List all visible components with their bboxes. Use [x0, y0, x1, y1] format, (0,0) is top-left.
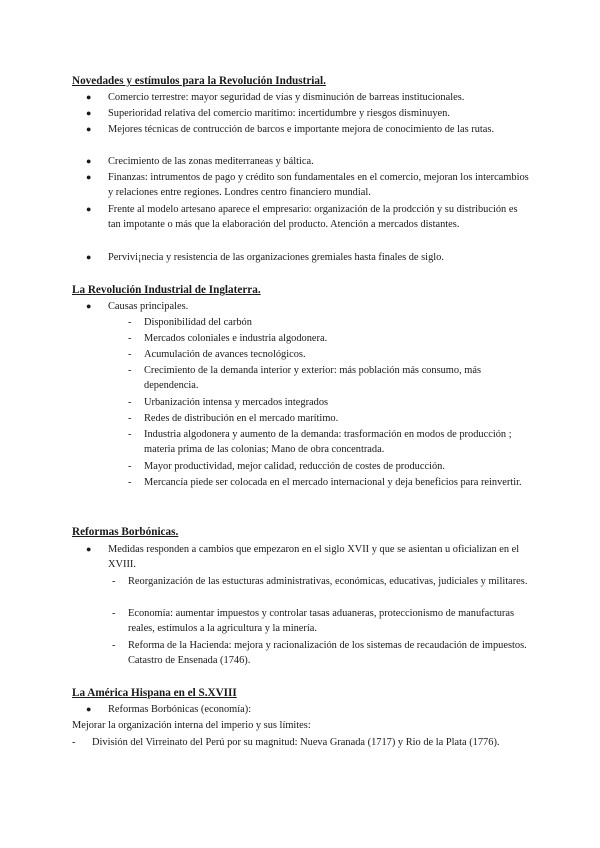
dash-marker: - — [112, 640, 116, 651]
sub-list-item-text: División del Virreinato del Perú por su magnitud: Nueva Granada (1717) y Rio de la Plata (1776). — [92, 737, 500, 748]
sub-list-item-text: Crecimiento de la demanda interior y exterior: más población más consumo, más dependencia. — [144, 365, 482, 392]
sub-list-item-text: Mercados coloniales e industria algodonera. — [144, 333, 328, 344]
list-item-text: Frente al modelo artesano aparece el empresario: organización de la prodcción y su distribución es tan impotante o más que la elaboración del producto. Atención a mercados distantes. — [108, 204, 518, 231]
sub-list-item-text: Mercancía piede ser colocada en el mercado internacional y deja beneficios para reinvertir. — [144, 477, 522, 488]
dash-marker: - — [72, 737, 76, 748]
dash-marker: - — [128, 429, 132, 440]
dash-marker: - — [128, 333, 132, 344]
sub-list-item-text: Acumulación de avances tecnológicos. — [144, 349, 306, 360]
dash-marker: - — [128, 461, 132, 472]
dash-marker: - — [128, 349, 132, 360]
bullet-marker: ● — [86, 204, 92, 214]
sub-list-item-text: Urbanización intensa y mercados integrados — [144, 397, 329, 408]
section-heading-novedades: Novedades y estímulos para la Revolución Industrial. — [72, 75, 326, 87]
dash-marker: - — [112, 608, 116, 619]
paragraph-line: Mejorar la organización interna del imperio y sus límites: — [72, 720, 311, 731]
dash-marker: - — [128, 397, 132, 408]
sub-list-item-text: Disponibilidad del carbón — [144, 317, 252, 328]
sub-list-item-text: Economía: aumentar impuestos y controlar tasas aduaneras, proteccionismo de manufacturas reales, estímulos a la agricultura y la minería. — [128, 608, 515, 635]
bullet-marker: ● — [86, 704, 92, 714]
list-item-text: Finanzas: intrumentos de pago y crédito son fundamentales en el comercio, mejoran los intercambios y relaciones entre regiones. Londres centro financiero mundial. — [108, 172, 529, 199]
sub-list-item-text: Redes de distribución en el mercado marítimo. — [144, 413, 339, 424]
list-item-text: Reformas Borbónicas (economía): — [108, 704, 252, 715]
bullet-marker: ● — [86, 252, 92, 262]
dash-marker: - — [128, 317, 132, 328]
sub-list-item-text: Reorganización de las estucturas administrativas, económicas, educativas, judiciales y militares. — [128, 576, 528, 587]
list-item-text: Causas principales. — [108, 301, 189, 312]
list-item-text: Superioridad relativa del comercio marítimo: incertidumbre y riesgos disminuyen. — [108, 108, 450, 119]
list-item-text: Mejores técnicas de contrucción de barcos e importante mejora de conocimiento de las rutas. — [108, 124, 495, 135]
sub-list-item-text: Reforma de la Hacienda: mejora y racionalización de los sistemas de recaudación de impuestos. Catastro de Ensenada (1746). — [128, 640, 527, 667]
dash-marker: - — [128, 477, 132, 488]
dash-marker: - — [128, 413, 132, 424]
bullet-marker: ● — [86, 301, 92, 311]
list-item-text: Crecimiento de las zonas mediterraneas y báltica. — [108, 156, 314, 167]
section-heading-reformas-borbonicas: Reformas Borbónicas. — [72, 526, 179, 538]
section-heading-america-hispana: La América Hispana en el S.XVIII — [72, 687, 237, 699]
bullet-marker: ● — [86, 544, 92, 554]
dash-marker: - — [112, 576, 116, 587]
list-item-text: Pervivi¡necia y resistencia de las organizaciones gremiales hasta finales de siglo. — [108, 252, 444, 263]
bullet-marker: ● — [86, 172, 92, 182]
bullet-marker: ● — [86, 156, 92, 166]
bullet-marker: ● — [86, 108, 92, 118]
bullet-marker: ● — [86, 92, 92, 102]
section-heading-revolucion-inglaterra: La Revolución Industrial de Inglaterra. — [72, 284, 261, 296]
dash-marker: - — [128, 365, 132, 376]
bullet-marker: ● — [86, 124, 92, 134]
list-item-text: Comercio terrestre: mayor seguridad de vías y disminución de barreas institucionales. — [108, 92, 465, 103]
sub-list-item-text: Mayor productividad, mejor calidad, reducción de costes de producción. — [144, 461, 445, 472]
sub-list-item-text: Industria algodonera y aumento de la demanda: trasformación en modos de producción ; materia prima de las colonias; Mano de obra concentrada. — [144, 429, 512, 456]
list-item-text: Medidas responden a cambios que empezaron en el siglo XVII y que se asientan u oficializan en el XVIII. — [108, 544, 520, 571]
